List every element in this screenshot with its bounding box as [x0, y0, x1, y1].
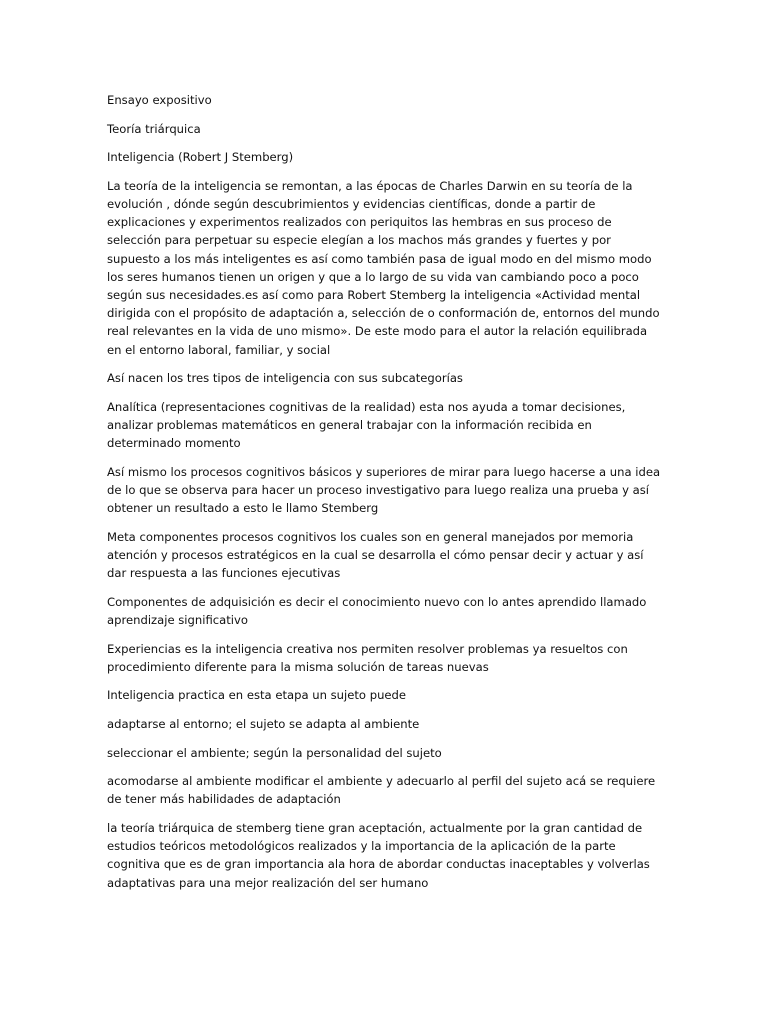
doc-subtitle: Inteligencia (Robert J Stemberg) — [107, 150, 294, 165]
paragraph-experiencias: Experiencias es la inteligencia creativa nos permiten resolver problemas ya resueltos con procedimiento diferente para la misma solución de tareas nuevas — [107, 641, 628, 674]
paragraph-acomodarse: acomodarse al ambiente modificar el ambiente y adecuarlo al perfil del sujeto acá se requiere de tener más habilidades de adaptación — [107, 774, 656, 807]
paragraph-adquisicion: Componentes de adquisición es decir el conocimiento nuevo con lo antes aprendido llamado aprendizaje significativo — [107, 594, 647, 627]
paragraph-adaptarse: adaptarse al entorno; el sujeto se adapta al ambiente — [107, 716, 420, 731]
paragraph-types: Así nacen los tres tipos de inteligencia con sus subcategorías — [107, 371, 463, 386]
paragraph-procesos: Así mismo los procesos cognitivos básicos y superiores de mirar para luego hacerse a una idea de lo que se observa para hacer un proceso investigativo para luego realiza una prueba y así obtener un resultado a esto le llamo Stemberg — [107, 464, 661, 516]
paragraph-seleccionar: seleccionar el ambiente; según la personalidad del sujeto — [107, 745, 442, 760]
paragraph-practica: Inteligencia practica en esta etapa un sujeto puede — [107, 688, 407, 703]
paragraph-analitica: Analítica (representaciones cognitivas de la realidad) esta nos ayuda a tomar decisiones, analizar problemas matemáticos en general trabajar con la información recibida en determinado momento — [107, 399, 626, 451]
document-body — [107, 91, 663, 902]
paragraph-meta-componentes: Meta componentes procesos cognitivos los cuales son en general manejados por memoria atención y procesos estratégicos en la cual se desarrolla el cómo pensar decir y actuar y así dar respuesta a las funciones ejecutivas — [107, 529, 644, 581]
doc-type-line: Ensayo expositivo — [107, 93, 212, 107]
paragraph-intro: La teoría de la inteligencia se remontan, a las épocas de Charles Darwin en su teoría de la evolución , dónde según descubrimientos y evidencias científicas, donde a partir de explicaciones y experimentos realizados con periquitos las hembras en sus proceso de selección para perpetuar su especie elegían a los machos más grandes y fuertes y por supuesto a los más inteligentes es así como también pasa de igual modo en del mismo modo los seres humanos tienen un origen y que a lo largo de su vida van cambiando poco a poco según sus necesidades.es así como para Robert Stemberg la inteligencia «Actividad mental dirigida con el propósito de adaptación a, selección de o conformación de, entornos del mundo real relevantes en la vida de uno mismo». De este modo para el autor la relación equilibrada en el entorno laboral, familiar, y social — [107, 178, 660, 357]
doc-title: Teoría triárquica — [107, 121, 201, 136]
paragraph-conclusion: la teoría triárquica de stemberg tiene gran aceptación, actualmente por la gran cantidad de estudios teóricos metodológicos realizados y la importancia de la aplicación de la parte cognitiva que es de gran importancia ala hora de abordar conductas inaceptables y volverlas adaptativas para una mejor realización del ser humano — [107, 820, 650, 890]
